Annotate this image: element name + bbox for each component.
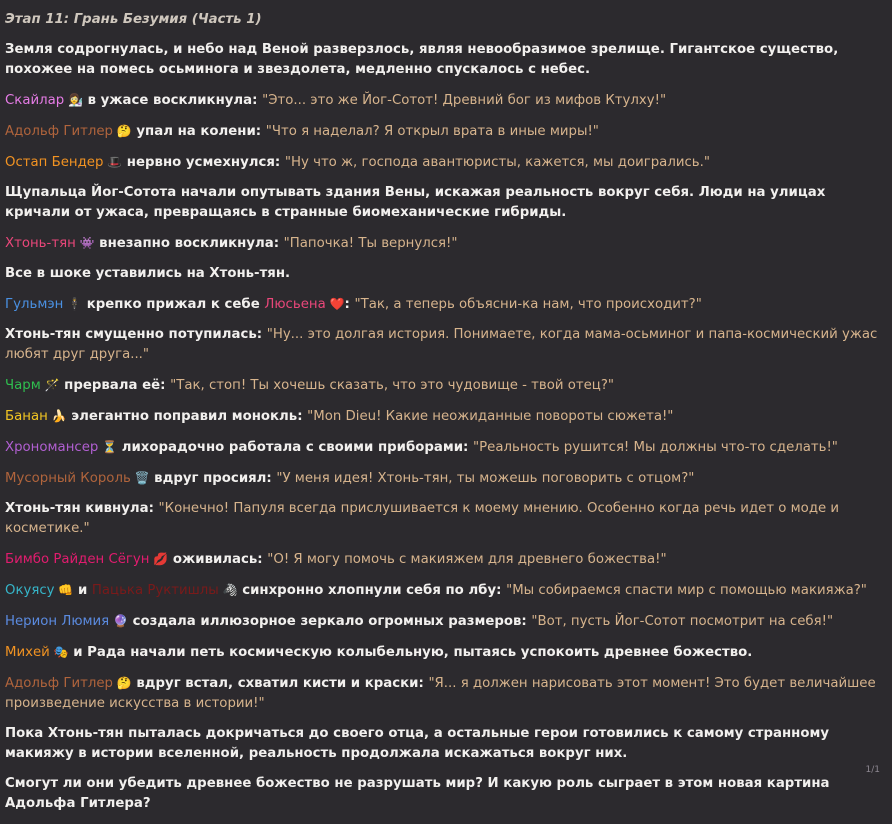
dialogue-quote: "Я... я должен нарисовать этот момент! Это будет величайшее произведение искусства в истории!": [5, 676, 876, 711]
narration-text: оживилась:: [168, 552, 268, 567]
dialogue-quote: "Вот, пусть Йог-Сотот посмотрит на себя!": [531, 614, 834, 629]
dialogue-quote: "Это... это же Йог-Сотот! Древний бог из мифов Ктулху!": [262, 93, 667, 108]
story-content: [5, 10, 885, 824]
narration-text: элегантно поправил монокль:: [66, 409, 308, 424]
emoji-icon: 🤔: [112, 676, 132, 690]
narration-text: упал на колени:: [131, 124, 266, 139]
dialogue-quote: "Реальность рушится! Мы должны что-то сделать!": [473, 440, 838, 455]
dialogue-quote: "Конечно! Папуля всегда прислушивается к моему мнению. Особенно когда речь идет о моде и косметике.": [5, 501, 840, 536]
character-name: Адольф Гитлер: [5, 676, 113, 691]
dialogue-quote: "Мы собираемся спасти мир с помощью макияжа?": [506, 583, 867, 598]
story-paragraph: [5, 90, 885, 111]
narration-text: Хтонь-тян смущенно потупилась:: [5, 327, 267, 342]
emoji-icon: 🦓: [218, 583, 238, 597]
emoji-icon: ❤️: [325, 297, 345, 311]
emoji-icon: 🕴: [63, 297, 83, 311]
character-name: Адольф Гитлер: [5, 124, 113, 139]
character-name: Окуясу: [5, 583, 55, 598]
emoji-icon: 🎩: [103, 155, 123, 169]
dialogue-quote: "Так, а теперь объясни-ка нам, что происходит?": [354, 297, 702, 312]
story-paragraph: [5, 40, 885, 80]
story-paragraph: [5, 375, 885, 396]
emoji-icon: 👾: [75, 236, 95, 250]
narration-text: крепко прижал к себе: [82, 297, 265, 312]
emoji-icon: 🍌: [47, 409, 67, 423]
story-paragraph: [5, 549, 885, 570]
story-paragraph: [5, 642, 885, 663]
emoji-icon: 🪄: [40, 378, 60, 392]
story-paragraph: [5, 468, 885, 489]
character-name: Гульмэн: [5, 297, 64, 312]
narration-text: внезапно воскликнула:: [94, 236, 284, 251]
narration-text: в ужасе воскликнула:: [82, 93, 263, 108]
emoji-icon: 👩‍🔬: [64, 93, 83, 107]
character-name: Пацька Руктишлы: [91, 583, 219, 598]
story-paragraph: [5, 499, 885, 539]
character-name: Скайлар: [5, 93, 65, 108]
character-name: Хрономансер: [5, 440, 99, 455]
narration-text: и Рада начали петь космическую колыбельную, пытаясь успокоить древнее божество.: [68, 645, 753, 660]
narration-text: вдруг просиял:: [149, 471, 277, 486]
story-paragraph: [5, 183, 885, 223]
narration-text: создала иллюзорное зеркало огромных размеров:: [127, 614, 532, 629]
narration-text: Щупальца Йог-Сотота начали опутывать здания Вены, искажая реальность вокруг себя. Люди на улицах кричали от ужаса, превращаясь в странные биомеханические гибриды.: [5, 185, 826, 220]
emoji-icon: 👊: [54, 583, 74, 597]
character-name: Остап Бендер: [5, 155, 104, 170]
story-paragraph: [5, 611, 885, 632]
dialogue-quote: "Ну... это долгая история. Понимаете, когда мама-осьминог и папа-космический ужас любят друг друга...": [5, 327, 878, 362]
dialogue-quote: "Ну что ж, господа авантюристы, кажется, мы доигрались.": [284, 155, 710, 170]
page-counter: 1/1: [865, 765, 880, 775]
narration-text: :: [344, 297, 355, 312]
character-name: Бимбо Райден Сёгун: [5, 552, 150, 567]
story-paragraph: [5, 294, 885, 315]
story-paragraph: [5, 233, 885, 254]
character-name: Люсьена: [264, 297, 326, 312]
narration-text: вдруг встал, схватил кисти и краски:: [131, 676, 429, 691]
character-name: Мусорный Король: [5, 471, 131, 486]
narration-text: Смогут ли они убедить древнее божество не разрушать мир? И какую роль сыграет в этом новая картина Адольфа Гитлера?: [5, 776, 830, 811]
character-name: Нерион Люмия: [5, 614, 110, 629]
narration-text: синхронно хлопнули себя по лбу:: [237, 583, 507, 598]
dialogue-quote: "Mon Dieu! Какие неожиданные повороты сюжета!": [307, 409, 674, 424]
chapter-title: Этап 11: Грань Безумия (Часть 1): [5, 12, 262, 27]
narration-text: и: [73, 583, 92, 598]
narration-text: Все в шоке уставились на Хтонь-тян.: [5, 266, 291, 281]
story-paragraph: [5, 152, 885, 173]
dialogue-quote: "У меня идея! Хтонь-тян, ты можешь поговорить с отцом?": [276, 471, 695, 486]
emoji-icon: 🎭: [49, 645, 69, 659]
story-paragraph: [5, 437, 885, 458]
character-name: Михей: [5, 645, 50, 660]
emoji-icon: ⏳: [98, 440, 118, 454]
character-name: Банан: [5, 409, 48, 424]
story-paragraphs: [5, 40, 885, 814]
dialogue-quote: "Так, стоп! Ты хочешь сказать, что это чудовище - твой отец?": [170, 378, 615, 393]
story-paragraph: [5, 264, 885, 284]
story-paragraph: [5, 121, 885, 142]
emoji-icon: 🗑️: [130, 471, 150, 485]
story-paragraph: [5, 724, 885, 764]
narration-text: лихорадочно работала с своими приборами:: [117, 440, 474, 455]
story-paragraph: [5, 325, 885, 365]
story-paragraph: [5, 673, 885, 714]
emoji-icon: 🤔: [112, 124, 132, 138]
narration-text: прервала её:: [59, 378, 171, 393]
narration-text: Земля содрогнулась, и небо над Веной разверзлось, являя невообразимое зрелище. Гигантское существо, похожее на помесь осьминога и звездолета, медленно спускалось с небес.: [5, 42, 839, 77]
dialogue-quote: "Что я наделал? Я открыл врата в иные миры!": [265, 124, 599, 139]
story-paragraph: [5, 406, 885, 427]
narration-text: нервно усмехнулся:: [122, 155, 285, 170]
story-paragraph: [5, 580, 885, 601]
dialogue-quote: "О! Я могу помочь с макияжем для древнего божества!": [267, 552, 667, 567]
emoji-icon: 💋: [149, 552, 169, 566]
dialogue-quote: "Папочка! Ты вернулся!": [283, 236, 458, 251]
narration-text: Хтонь-тян кивнула:: [5, 501, 159, 516]
story-paragraph: [5, 774, 885, 814]
narration-text: Пока Хтонь-тян пыталась докричаться до своего отца, а остальные герои готовились к самому странному макияжу в истории вселенной, реальность продолжала искажаться вокруг них.: [5, 726, 829, 761]
character-name: Чарм: [5, 378, 41, 393]
character-name: Хтонь-тян: [5, 236, 76, 251]
emoji-icon: 🔮: [109, 614, 128, 628]
